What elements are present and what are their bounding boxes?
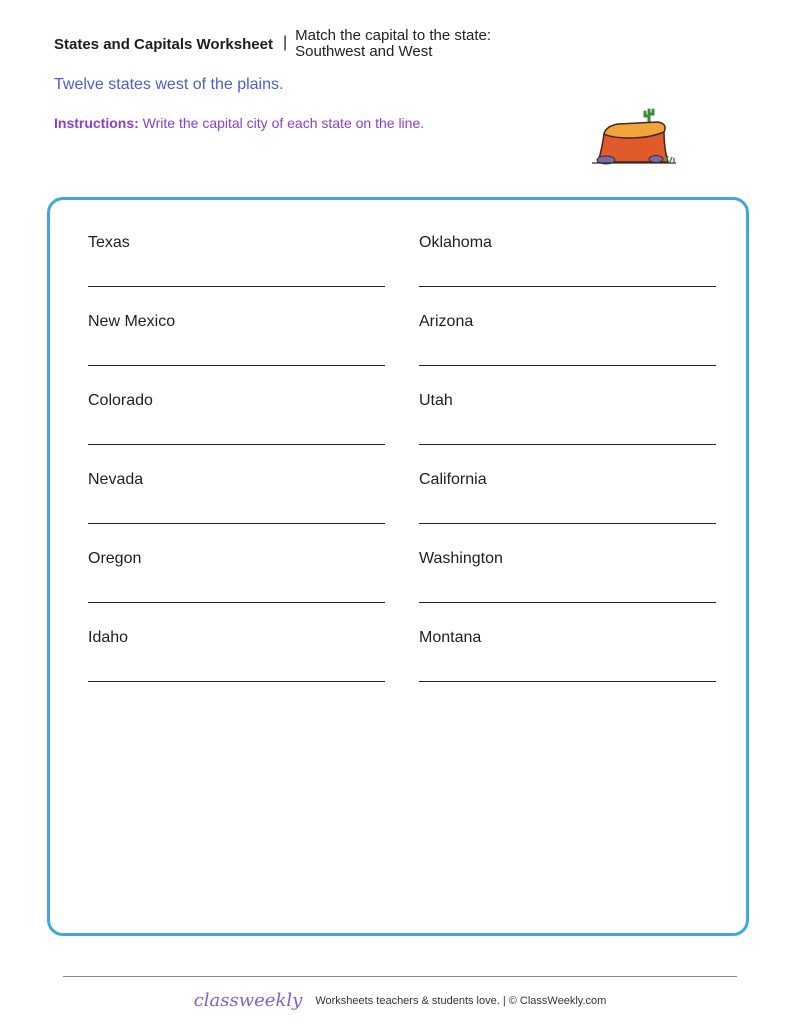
state-name: Utah <box>419 392 453 409</box>
state-item <box>88 629 385 682</box>
title-separator: | <box>282 34 288 51</box>
tagline: Twelve states west of the plains. <box>54 76 284 93</box>
state-item <box>419 550 716 603</box>
state-name: Texas <box>88 234 130 251</box>
state-grid <box>88 234 716 682</box>
state-item <box>419 313 716 366</box>
state-item <box>419 471 716 524</box>
answer-line[interactable] <box>88 523 385 524</box>
footer-divider <box>63 976 737 977</box>
subtitle-line-2: Southwest and West <box>295 43 433 60</box>
state-item <box>88 313 385 366</box>
answer-card <box>47 197 749 936</box>
worksheet-title: States and Capitals Worksheet <box>54 36 273 53</box>
answer-line[interactable] <box>88 444 385 445</box>
state-item <box>419 392 716 445</box>
instructions <box>54 115 424 131</box>
state-name: Montana <box>419 629 482 646</box>
answer-line[interactable] <box>88 365 385 366</box>
footer-text: Worksheets teachers & students love. | © ClassWeekly.com <box>315 995 607 1007</box>
state-name: Washington <box>419 550 503 567</box>
answer-line[interactable] <box>419 444 716 445</box>
answer-line[interactable] <box>419 681 716 682</box>
answer-line[interactable] <box>88 602 385 603</box>
state-name: California <box>419 471 487 488</box>
state-name: Arizona <box>419 313 474 330</box>
answer-line[interactable] <box>419 286 716 287</box>
instructions-label: Instructions: <box>54 115 139 131</box>
state-name: Nevada <box>88 471 144 488</box>
state-item <box>419 629 716 682</box>
worksheet-subtitle <box>295 28 491 60</box>
footer <box>0 990 800 1011</box>
answer-line[interactable] <box>88 681 385 682</box>
answer-line[interactable] <box>419 523 716 524</box>
state-item <box>88 392 385 445</box>
state-name: Colorado <box>88 392 153 409</box>
instructions-text: Write the capital city of each state on the line. <box>142 115 425 131</box>
answer-line[interactable] <box>419 365 716 366</box>
state-name: Oregon <box>88 550 142 567</box>
state-name: Oklahoma <box>419 234 492 251</box>
subtitle-line-1: Match the capital to the state: <box>295 27 492 44</box>
answer-line[interactable] <box>419 602 716 603</box>
state-item <box>88 471 385 524</box>
desert-mesa-icon <box>590 104 680 166</box>
worksheet-header <box>54 28 491 60</box>
state-name: Idaho <box>88 629 129 646</box>
answer-line[interactable] <box>88 286 385 287</box>
state-item <box>88 234 385 287</box>
state-name: New Mexico <box>88 313 176 330</box>
state-item <box>88 550 385 603</box>
state-item <box>419 234 716 287</box>
brand-logo: classweekly <box>193 990 303 1011</box>
